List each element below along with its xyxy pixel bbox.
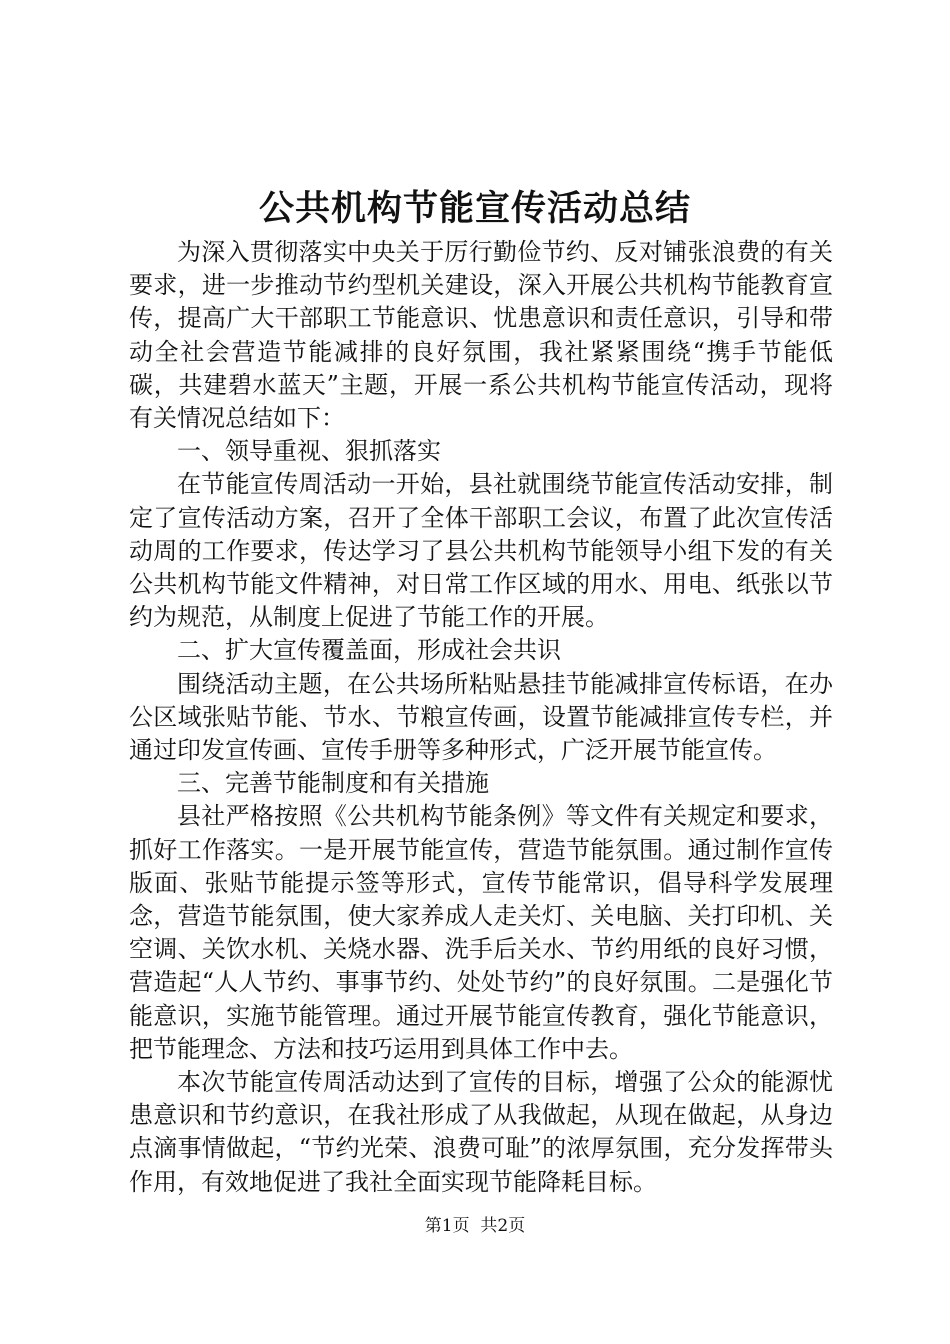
section-paragraph-3: 县社严格按照《公共机构节能条例》等文件有关规定和要求，抓好工作落实。一是开展节能宣传，营造节能氛围。通过制作宣传版面、张贴节能提示签等形式，宣传节能常识，倡导科学发展理念，营造节能氛围，使大家养成人走关灯、关电脑、关打印机、关空调、关饮水机、关烧水器、洗手后关水、节约用纸的良好习惯，营造起“人人节约、事事节约、处处节约”的良好氛围。二是强化节能意识，实施节能管理。通过开展节能宣传教育，强化节能意识，把节能理念、方法和技巧运用到具体工作中去。	[129, 802, 833, 1063]
intro-paragraph: 为深入贯彻落实中央关于厉行勤俭节约、反对铺张浪费的有关要求，进一步推动节约型机关建设，深入开展公共机构节能教育宣传，提高广大干部职工节能意识、忧患意识和责任意识，引导和带动全社会营造节能减排的良好氛围，我社紧紧围绕“携手节能低碳，共建碧水蓝天”主题，开展一系公共机构节能宣传活动，现将有关情况总结如下：	[129, 238, 833, 433]
section-heading-1: 一、领导重视、狠抓落实	[177, 437, 441, 466]
page-footer	[0, 1214, 950, 1238]
section-paragraph-2: 围绕活动主题，在公共场所粘贴悬挂节能减排宣传标语，在办公区域张贴节能、节水、节粮宣传画，设置节能减排宣传专栏，并通过印发宣传画、宣传手册等多种形式，广泛开展节能宣传。	[129, 669, 833, 765]
section-heading-3: 三、完善节能制度和有关措施	[177, 769, 489, 798]
page-number-total: 共2页	[480, 1216, 526, 1236]
section-paragraph-1: 在节能宣传周活动一开始，县社就围绕节能宣传活动安排，制定了宣传活动方案，召开了全体干部职工会议，布置了此次宣传活动周的工作要求，传达学习了县公共机构节能领导小组下发的有关公共机构节能文件精神，对日常工作区域的用水、用电、纸张以节约为规范，从制度上促进了节能工作的开展。	[129, 470, 833, 632]
page-number-current: 第1页	[424, 1216, 470, 1236]
footer-spacer	[470, 1216, 481, 1236]
document-body	[129, 236, 833, 1199]
document-title: 公共机构节能宣传活动总结	[258, 188, 691, 229]
section-heading-2: 二、扩大宣传覆盖面，形成社会共识	[177, 636, 561, 665]
conclusion-paragraph: 本次节能宣传周活动达到了宣传的目标，增强了公众的能源忧患意识和节约意识，在我社形成了从我做起，从现在做起，从身边点滴事情做起，“节约光荣、浪费可耻”的浓厚氛围，充分发挥带头作用，有效地促进了我社全面实现节能降耗目标。	[129, 1068, 833, 1196]
